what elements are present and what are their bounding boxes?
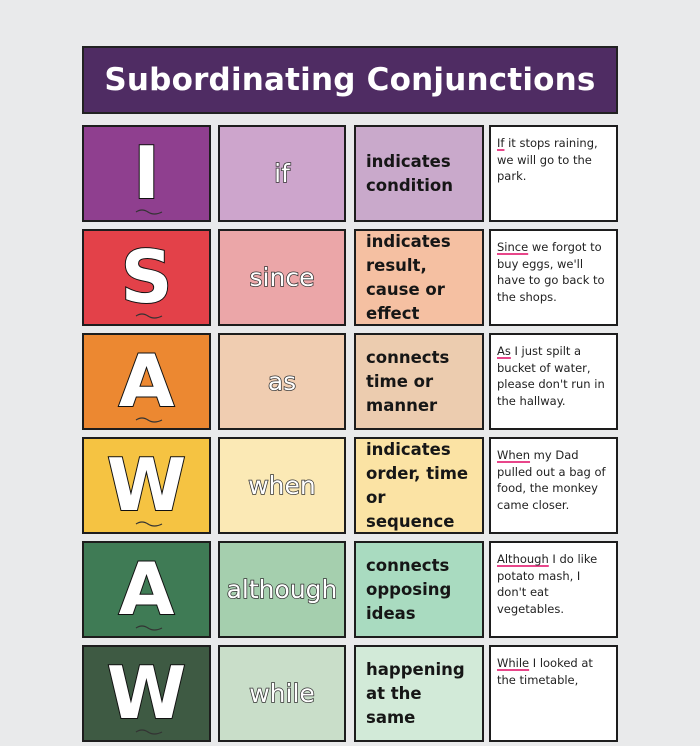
meaning-tile [354, 541, 484, 638]
conjunction-word: although [226, 575, 338, 604]
example-tile [489, 645, 618, 742]
example-rest: we forgot to buy eggs, we'll have to go back to the shops. [497, 240, 605, 304]
acronym-letter: W [106, 443, 187, 527]
letter-tile [82, 229, 211, 326]
conjunction-row [82, 125, 618, 222]
example-keyword: Although [497, 552, 549, 566]
meaning-text: indicates condition [366, 151, 453, 195]
conjunction-tile [218, 229, 346, 326]
acronym-letter: W [106, 651, 187, 735]
conjunction-word: when [248, 471, 316, 500]
conjunction-row [82, 229, 618, 326]
conjunction-word: if [274, 159, 290, 188]
example-tile [489, 333, 618, 430]
conjunction-tile [218, 437, 346, 534]
example-rest: I looked at the timetable, [497, 656, 593, 687]
squiggle-mark [134, 415, 164, 425]
conjunction-tile [218, 645, 346, 742]
meaning-tile [354, 437, 484, 534]
meaning-tile [354, 125, 484, 222]
example-keyword: While [497, 656, 530, 670]
example-keyword: If [497, 136, 505, 150]
conjunction-word: since [249, 263, 315, 292]
conjunction-row [82, 437, 618, 534]
conjunction-row [82, 645, 618, 742]
letter-tile [82, 333, 211, 430]
example-tile [489, 229, 618, 326]
squiggle-mark [134, 727, 164, 737]
example-keyword: Since [497, 240, 529, 254]
letter-tile [82, 125, 211, 222]
conjunction-row [82, 333, 618, 430]
meaning-tile [354, 645, 484, 742]
squiggle-mark [134, 207, 164, 217]
example-rest: it stops raining, we will go to the park. [497, 136, 598, 183]
example-sentence [497, 655, 610, 688]
conjunction-word: as [267, 367, 297, 396]
example-tile [489, 125, 618, 222]
letter-tile [82, 541, 211, 638]
example-sentence [497, 447, 610, 513]
meaning-tile [354, 229, 484, 326]
acronym-letter: S [120, 235, 173, 319]
example-tile [489, 437, 618, 534]
squiggle-mark [134, 311, 164, 321]
meaning-text: connects opposing ideas [366, 555, 452, 623]
example-tile [489, 541, 618, 638]
letter-tile [82, 437, 211, 534]
meaning-text: happening at the same [366, 659, 465, 727]
example-keyword: When [497, 448, 531, 462]
example-sentence [497, 343, 610, 409]
conjunction-word: while [249, 679, 315, 708]
meaning-text: indicates result, cause or effect [366, 231, 451, 323]
example-sentence [497, 239, 610, 305]
title-banner [82, 46, 618, 114]
acronym-letter: A [118, 547, 175, 631]
example-rest: I do like potato mash, I don't eat vegetables. [497, 552, 598, 616]
poster-title: Subordinating Conjunctions [104, 62, 596, 98]
conjunction-row [82, 541, 618, 638]
letter-tile [82, 645, 211, 742]
example-rest: I just spilt a bucket of water, please don't run in the hallway. [497, 344, 605, 408]
conjunction-tile [218, 541, 346, 638]
meaning-text: connects time or manner [366, 347, 450, 415]
squiggle-mark [134, 623, 164, 633]
acronym-letter: A [118, 339, 175, 423]
meaning-tile [354, 333, 484, 430]
conjunctions-poster [82, 46, 618, 746]
meaning-text: indicates order, time or sequence [366, 439, 469, 531]
acronym-letter: I [133, 131, 160, 215]
example-sentence [497, 551, 610, 617]
conjunction-tile [218, 333, 346, 430]
example-keyword: As [497, 344, 511, 358]
example-sentence [497, 135, 610, 185]
conjunction-tile [218, 125, 346, 222]
squiggle-mark [134, 519, 164, 529]
example-rest: my Dad pulled out a bag of food, the monkey came closer. [497, 448, 606, 512]
